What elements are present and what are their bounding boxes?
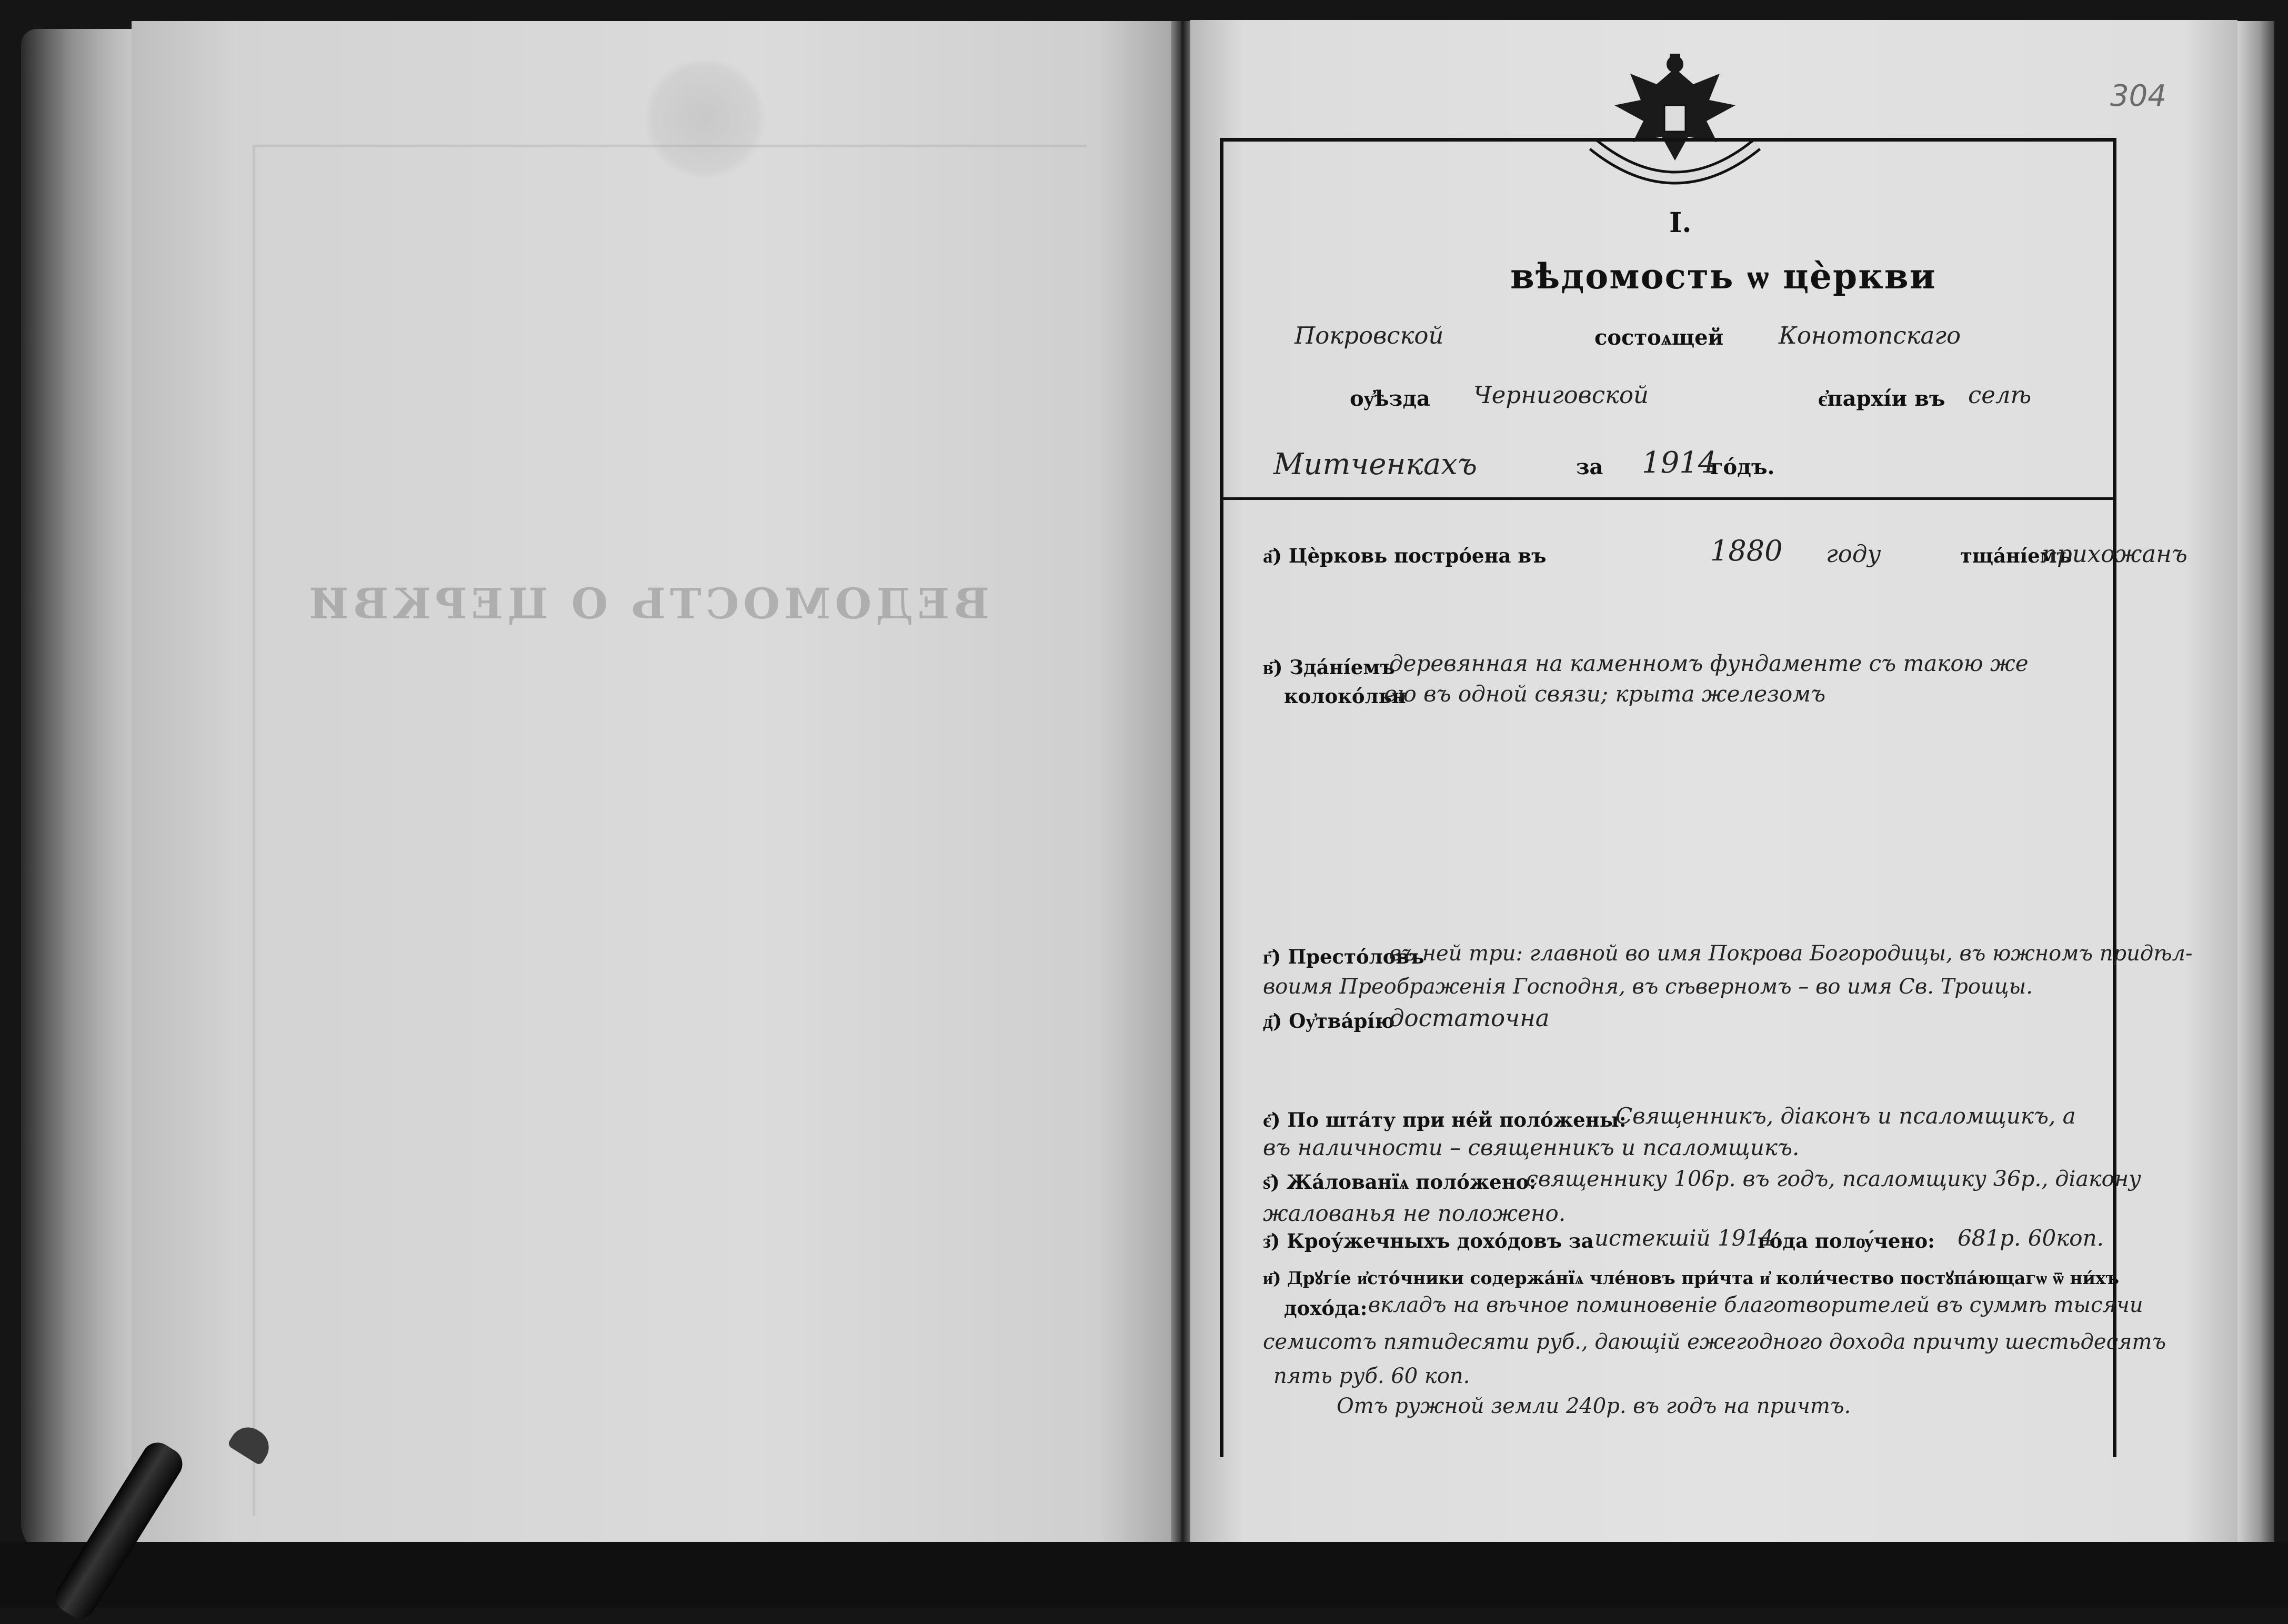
label-eparchii: є҆пархі́и въ	[1818, 386, 1945, 411]
settlement-type: селѣ	[1968, 381, 2032, 409]
item-z-label2: го́да полѹ́чено:	[1758, 1229, 1935, 1252]
item-g-label: г҃) Престо́ловъ	[1263, 945, 1424, 968]
label-god: го́дъ.	[1710, 455, 1775, 479]
item-z-label1: з҃) Кроу́жечныхъ дохо́довъ за	[1263, 1229, 1594, 1252]
item-i-line1: вкладъ на вѣчное поминовеніе благотворителей въ суммѣ тысячи	[1368, 1293, 2143, 1317]
item-i-line3: пять руб. 60 коп.	[1273, 1364, 1470, 1388]
item-a-label2: тща́ні́емъ	[1960, 544, 2072, 567]
item-z-value1: истекшій 1914	[1594, 1225, 1774, 1251]
item-a-label: а҃) Цѐрковь постро́ена въ	[1263, 544, 1547, 567]
book-left-edge	[21, 29, 132, 1555]
background-table	[0, 1542, 2288, 1608]
item-d-value: достаточна	[1389, 1004, 1550, 1032]
label-sostoyashchey: состоѧщей	[1594, 325, 1724, 350]
item-zh-label: ѕ҃) Жа́лованїѧ поло́жено:	[1263, 1170, 1537, 1194]
item-e-line2: въ наличности – священникъ и псаломщикъ.	[1263, 1135, 1800, 1160]
item-a-value: прихожанъ	[2042, 540, 2187, 568]
left-page-ghost-title: ВЕДОМОСТЬ О ЦЕРКВИ	[305, 579, 989, 628]
label-za: за	[1576, 455, 1603, 479]
item-i-line2: семисотъ пятидесяти руб., дающій ежегодного дохода причту шестьдесятъ	[1263, 1330, 2166, 1354]
item-d-label: д҃) Оу҆тва́рі́ю	[1263, 1009, 1395, 1032]
item-a-year-suffix: году	[1826, 540, 1881, 568]
label-uezda: оу҆ѣзда	[1350, 386, 1430, 411]
left-page-ghost-frame	[253, 145, 1087, 1516]
uezd-name: Конотопскаго	[1779, 322, 1961, 349]
item-z-value2: 681р. 60коп.	[1958, 1225, 2104, 1251]
item-b-line1: деревянная на каменномъ фундаменте съ такою же	[1389, 650, 2029, 676]
item-i-line4: Отъ ружной земли 240р. въ годъ на причтъ.	[1337, 1394, 1851, 1418]
item-i-label1: и҃) Дрꙋгі́е и҆сто́чники содержа́нїѧ чле́новъ при́чта и҆ коли́чество постꙋпа́ющагѡ ѿ ни́хъ	[1263, 1268, 2119, 1288]
item-g-line2: воимя Преображенія Господня, въ сѣверномъ – во имя Св. Троицы.	[1263, 975, 2033, 999]
page-number: 304	[2110, 79, 2166, 113]
item-zh-line2: жалованья не положено.	[1263, 1200, 1566, 1226]
item-b-line2-label: колоко́льн	[1284, 685, 1406, 708]
item-zh-line1: священнику 106р. въ годъ, псаломщику 36р., діакону	[1526, 1166, 2141, 1191]
report-year: 1914	[1642, 446, 1717, 480]
settlement-name: Митченкахъ	[1273, 447, 1478, 482]
item-a-year: 1880	[1710, 534, 1783, 567]
page-title: вѣдомость ѡ цѐркви	[1510, 256, 1936, 297]
book-right-edge	[2237, 21, 2274, 1579]
item-b-line2: ею въ одной связи; крыта железомъ	[1384, 681, 1826, 707]
item-e-label: є҃) По шта́ту при не́й поло́жены:	[1263, 1108, 1627, 1131]
book-gutter	[1171, 21, 1192, 1579]
item-g-line1: въ ней три: главной во имя Покрова Богородицы, въ южномъ придѣл-	[1389, 941, 2193, 966]
section-divider	[1220, 497, 2114, 500]
item-i-label2: дохо́да:	[1284, 1297, 1368, 1320]
section-number: I.	[1669, 207, 1692, 239]
item-b-label: в҃) Зда́ні́емъ	[1263, 656, 1395, 679]
church-name: Покровской	[1294, 322, 1444, 349]
left-page-ghost-emblem	[642, 58, 768, 179]
eparchy-name: Черниговской	[1473, 381, 1649, 409]
item-e-line1: Священникъ, діаконъ и псаломщикъ, а	[1615, 1103, 2076, 1129]
